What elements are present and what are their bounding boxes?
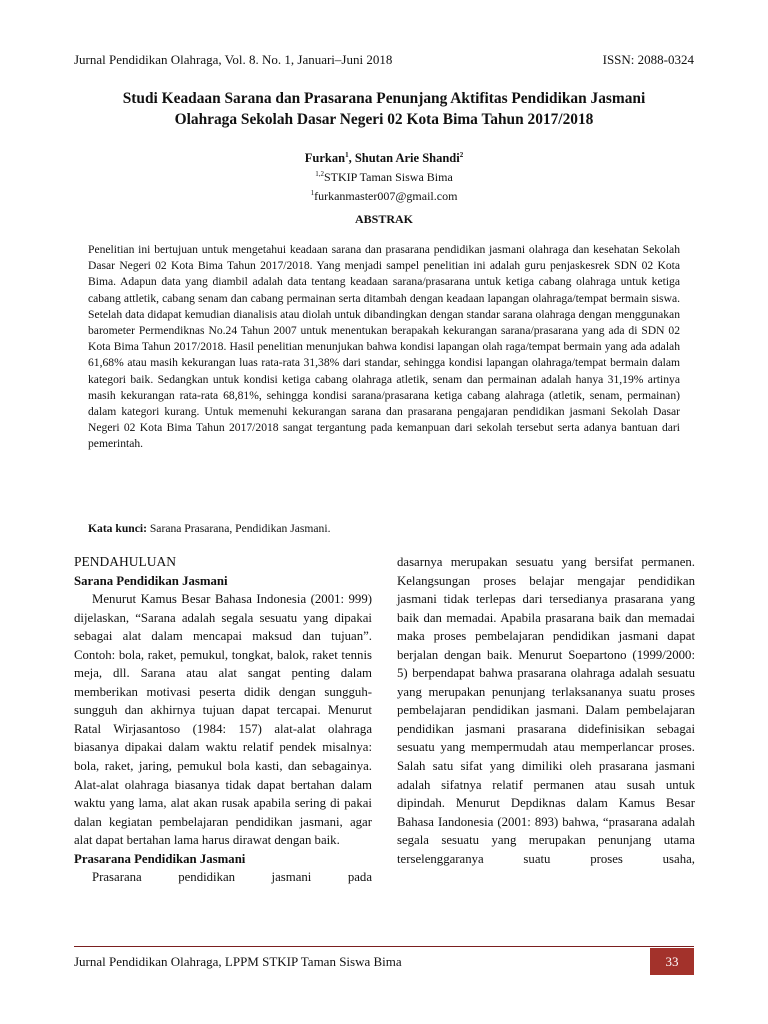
footer-rule [74,946,694,947]
header-issn: ISSN: 2088-0324 [602,52,694,67]
author-names: Furkan$^1$, Shutan Arie Shandi$^2$ [304,151,464,166]
abstract-text: Penelitian ini bertujuan untuk mengetahui keadaan sarana dan prasarana pendidikan jasmani olahraga dan kesehatan Sekolah Dasar Negeri 02 Kota Bima Tahun 2017/2018. Yang menjadi sampel penelitian ini adalah guru penjaskesrek SDN 02 Kota Bima. Adapun data yang diambil adalah data tentang keadaan sarana/prasarana untuk ketiga cabang olahraga untuk ketiga cabang attletik, cabang senam dan cabang permainan serta ditambah dengan keadaan lapangan olahraga/tempat bermain siswa. Setelah data didapat kemudian dianalisis atau diolah untuk dibandingkan dengan standar sarana olahraga dengan menggunakan barometer Permendiknas No.24 Tahun 2007 untuk menentukan berapakah kekurangan sarana/prasarana yang ada di SDN 02 Kota Bima Tahun 2017/2018. Hasil penelitian menunjukan bahwa kondisi lapangan olah raga/tempat bermain yang ada adalah 61,68% atau masih kekurangan luas rata-rata 31,38% dari standar, sehingga kondisi lapangan olahraga/tempat bermain dalam kategori baik. Sedangkan untuk kondisi ketiga cabang olahraga atletik, senam dan permainan adalah hanya 31,19% artinya masih kekurangan rata-rata 68,81%, sehingga kondisi sarana/prasarana ketiga cabang alahraga (atletik, senam, permainan) dalam kategori kurang. Untuk memenuhi kekurangan sarana dan prasarana pengajaran pendidikan jasmani Sekolah Dasar Negeri 02 Kota Bima Tahun 2017/2018 sangat tergantung pada kemanpuan dari sekolah tersebut serta adanya bantuan dari pemerintah. [88,243,680,451]
affiliation-text: STKIP Taman Siswa Bima [323,170,453,185]
paragraph-prasarana-start: Prasarana pendidikan jasmani pada [92,870,372,885]
subheading-sarana: Sarana Pendidikan Jasmani [74,573,228,588]
subheading-prasarana: Prasarana Pendidikan Jasmani [74,851,246,866]
page-number: 33 [650,948,694,975]
section-heading: PENDAHULUAN [74,554,176,569]
author-1: Furkan [304,151,346,166]
author-2: Shutan Arie Shandi [354,151,460,166]
affiliation [74,166,694,185]
author-1-sup: 1 [345,151,349,159]
right-column [397,553,695,868]
email [74,185,694,204]
title-line-1: Studi Keadaan Sarana dan Prasarana Penunjang Aktifitas Pendidikan Jasmani [122,90,646,107]
keywords-text: Sarana Prasarana, Pendidikan Jasmani. [149,522,331,535]
email-text[interactable]: furkanmaster007@gmail.com [314,189,458,204]
left-column [74,553,372,887]
footer-text: Jurnal Pendidikan Olahraga, LPPM STKIP Taman Siswa Bima [74,954,402,969]
author-2-sup: 2 [459,151,464,159]
article-title [74,88,694,130]
paragraph-sarana: Menurut Kamus Besar Bahasa Indonesia (2001: 999) dijelaskan, “Sarana adalah segala sesuatu yang dipakai sebagai alat dalam mencapai maksud dan tujuan”. Contoh: bola, raket, pemukul, tongkat, balok, raket tennis meja, dll. Sarana atau alat sangat penting dalam memberikan motivasi peserta didik dengan sungguh-sungguh dan akhirnya tujuan dapat tercapai. Menurut Ratal Wirjasantoso (1984: 157) alat-alat olahraga biasanya dipakai dalam waktu relatif pendek misalnya: bola, raket, jaring, pemukul bola kasti, dan sebagainya. Alat-alat olahraga biasanya tidak dapat bertahan dalam waktu yang lama, alat akan rusak apabila sering di pakai dalan kegiatan pembelajaran pendidikan jasmani, agar alat dapat bertahan lama harus dirawat dengan baik. [74,592,372,848]
author-block [74,147,694,204]
abstract-heading: ABSTRAK [354,212,413,226]
email-sup: 1 [310,189,315,198]
keywords [88,522,680,535]
paragraph-prasarana-cont: dasarnya merupakan sesuatu yang bersifat permanen. Kelangsungan proses belajar mengajar pendidikan jasmani tidak terlepas dari tersedianya prasarana yang baik dan memadai. Apabila prasarana baik dan memadai maka proses pembelajaran pendidikan jasmani dapat berjalan dengan baik. Menurut Soepartono (1999/2000: 5) berpendapat bahwa prasarana olahraga adalah sesuatu yang merupakan penunjang terlaksananya suatu proses pembelajaran pendidikan jasmani. Dalam pembelajaran pendidikan jasmani prasarana didefinisikan sebagai sesuatu yang mempermudah atau memperlancar proses. Salah satu sifat yang dimiliki oleh prasarana jasmani adalah sifatnya relatif permanen atau susah untuk dipindah. Menurut Depdiknas dalam Kamus Besar Bahasa Iandonesia (2001: 893) bahwa, “prasarana adalah segala sesuatu yang merupakan penunjang utama terselenggaranya suatu proses usaha, [397,555,695,866]
title-line-2: Olahraga Sekolah Dasar Negeri 02 Kota Bima Tahun 2017/2018 [174,111,594,128]
affiliation-sup: 1,2 [315,170,324,179]
header-journal: Jurnal Pendidikan Olahraga, Vol. 8. No. 1, Januari–Juni 2018 [74,52,393,67]
keywords-label: Kata kunci: [88,522,147,535]
